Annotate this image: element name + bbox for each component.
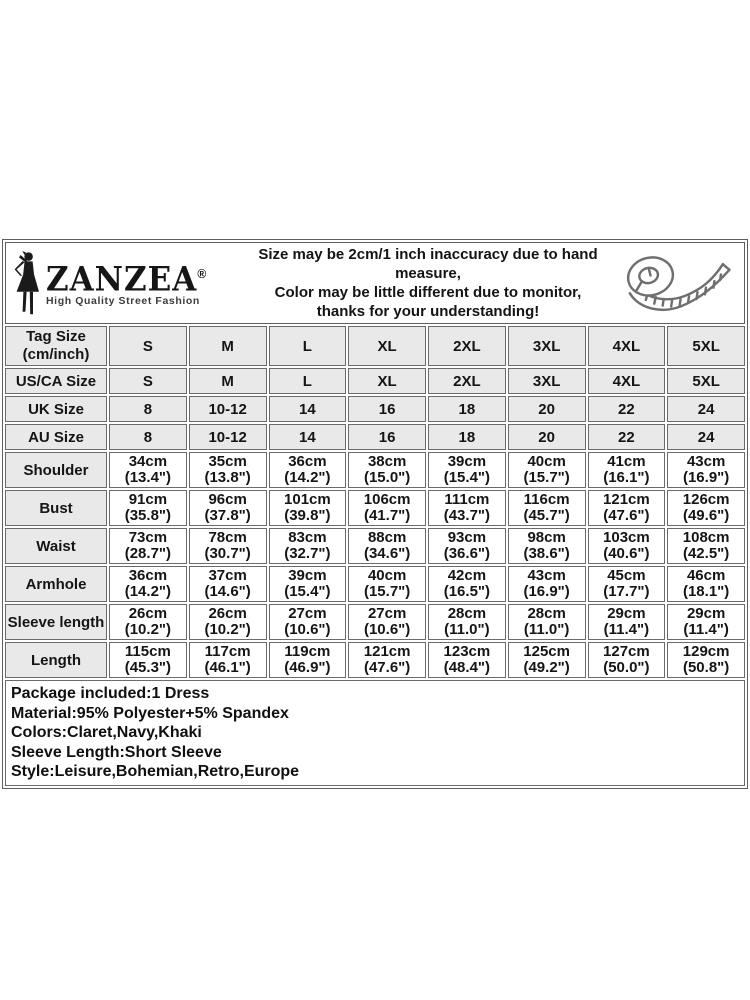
row-length (5, 642, 745, 678)
cell-length-2: 119cm (46.9") (269, 642, 347, 678)
cell-uk-6: 22 (588, 396, 666, 422)
size-notice (248, 245, 608, 321)
cell-uk-0: 8 (109, 396, 187, 422)
row-label-armhole: Armhole (5, 566, 107, 602)
cell-length-4: 123cm (48.4") (428, 642, 506, 678)
cell-armhole-4: 42cm (16.5") (428, 566, 506, 602)
cell-bust-1: 96cm (37.8") (189, 490, 267, 526)
cell-shoulder-3: 38cm (15.0") (348, 452, 426, 488)
cell-tag-5xl: 5XL (667, 326, 745, 366)
cell-usca-1: M (189, 368, 267, 394)
cell-tag-xl: XL (348, 326, 426, 366)
cell-shoulder-4: 39cm (15.4") (428, 452, 506, 488)
cell-armhole-3: 40cm (15.7") (348, 566, 426, 602)
cell-tag-3xl: 3XL (508, 326, 586, 366)
notice-line-1: Size may be 2cm/1 inch inaccuracy due to hand measure, (258, 246, 598, 282)
cell-armhole-1: 37cm (14.6") (189, 566, 267, 602)
cell-shoulder-6: 41cm (16.1") (588, 452, 666, 488)
row-label-shoulder: Shoulder (5, 452, 107, 488)
cell-usca-4: 2XL (428, 368, 506, 394)
row-label-length: Length (5, 642, 107, 678)
cell-usca-7: 5XL (667, 368, 745, 394)
cell-waist-2: 83cm (32.7") (269, 528, 347, 564)
row-bust (5, 490, 745, 526)
cell-length-3: 121cm (47.6") (348, 642, 426, 678)
cell-length-5: 125cm (49.2") (508, 642, 586, 678)
cell-tag-2xl: 2XL (428, 326, 506, 366)
cell-uk-2: 14 (269, 396, 347, 422)
cell-waist-0: 73cm (28.7") (109, 528, 187, 564)
brand-tagline: High Quality Street Fashion (46, 295, 200, 308)
cell-length-7: 129cm (50.8") (667, 642, 745, 678)
cell-tag-m: M (189, 326, 267, 366)
note-sleeve-length: Sleeve Length:Short Sleeve (11, 743, 222, 761)
size-chart-table (2, 239, 748, 789)
product-notes (5, 680, 745, 786)
notice-line-3: thanks for your understanding! (316, 303, 540, 320)
cell-bust-6: 121cm (47.6") (588, 490, 666, 526)
registered-mark: ® (197, 266, 208, 282)
note-style: Style:Leisure,Bohemian,Retro,Europe (11, 763, 300, 780)
row-waist (5, 528, 745, 564)
row-label-uk: UK Size (5, 396, 107, 422)
cell-waist-7: 108cm (42.5") (667, 528, 745, 564)
cell-au-3: 16 (348, 424, 426, 450)
cell-usca-0: S (109, 368, 187, 394)
row-label-waist: Waist (5, 528, 107, 564)
cell-uk-3: 16 (348, 396, 426, 422)
cell-uk-7: 24 (667, 396, 745, 422)
tape-measure-icon (612, 252, 736, 314)
cell-sleeve-0: 26cm (10.2") (109, 604, 187, 640)
cell-waist-6: 103cm (40.6") (588, 528, 666, 564)
cell-bust-3: 106cm (41.7") (348, 490, 426, 526)
cell-shoulder-7: 43cm (16.9") (667, 452, 745, 488)
cell-armhole-0: 36cm (14.2") (109, 566, 187, 602)
notice-line-2: Color may be little different due to monitor, (274, 284, 582, 301)
woman-silhouette-icon (10, 251, 44, 315)
cell-waist-4: 93cm (36.6") (428, 528, 506, 564)
cell-uk-5: 20 (508, 396, 586, 422)
cell-armhole-7: 46cm (18.1") (667, 566, 745, 602)
cell-length-0: 115cm (45.3") (109, 642, 187, 678)
row-usca-size (5, 368, 745, 394)
cell-armhole-2: 39cm (15.4") (269, 566, 347, 602)
cell-length-6: 127cm (50.0") (588, 642, 666, 678)
cell-sleeve-6: 29cm (11.4") (588, 604, 666, 640)
cell-usca-3: XL (348, 368, 426, 394)
cell-waist-1: 78cm (30.7") (189, 528, 267, 564)
row-armhole (5, 566, 745, 602)
cell-shoulder-5: 40cm (15.7") (508, 452, 586, 488)
cell-bust-0: 91cm (35.8") (109, 490, 187, 526)
cell-usca-6: 4XL (588, 368, 666, 394)
cell-length-1: 117cm (46.1") (189, 642, 267, 678)
cell-tag-s: S (109, 326, 187, 366)
row-label-au: AU Size (5, 424, 107, 450)
cell-bust-2: 101cm (39.8") (269, 490, 347, 526)
cell-armhole-5: 43cm (16.9") (508, 566, 586, 602)
note-package: Package included:1 Dress (11, 685, 210, 702)
header-banner (5, 242, 745, 324)
row-sleeve-length (5, 604, 745, 640)
cell-au-6: 22 (588, 424, 666, 450)
row-label-sleeve-length: Sleeve length (5, 604, 107, 640)
cell-tag-l: L (269, 326, 347, 366)
row-product-notes (5, 680, 745, 786)
cell-bust-4: 111cm (43.7") (428, 490, 506, 526)
cell-au-4: 18 (428, 424, 506, 450)
cell-armhole-6: 45cm (17.7") (588, 566, 666, 602)
cell-tag-4xl: 4XL (588, 326, 666, 366)
row-label-tag-size: Tag Size (cm/inch) (5, 326, 107, 366)
cell-usca-5: 3XL (508, 368, 586, 394)
cell-uk-4: 18 (428, 396, 506, 422)
row-label-bust: Bust (5, 490, 107, 526)
note-material: Material:95% Polyester+5% Spandex (11, 704, 289, 722)
cell-bust-5: 116cm (45.7") (508, 490, 586, 526)
cell-sleeve-7: 29cm (11.4") (667, 604, 745, 640)
cell-sleeve-5: 28cm (11.0") (508, 604, 586, 640)
cell-sleeve-1: 26cm (10.2") (189, 604, 267, 640)
row-label-usca: US/CA Size (5, 368, 107, 394)
header-banner-row (5, 242, 745, 324)
cell-sleeve-3: 27cm (10.6") (348, 604, 426, 640)
row-tag-size (5, 326, 745, 366)
cell-au-0: 8 (109, 424, 187, 450)
row-uk-size (5, 396, 745, 422)
cell-usca-2: L (269, 368, 347, 394)
brand-logo (10, 251, 248, 315)
cell-shoulder-2: 36cm (14.2") (269, 452, 347, 488)
cell-au-7: 24 (667, 424, 745, 450)
row-shoulder (5, 452, 745, 488)
cell-au-5: 20 (508, 424, 586, 450)
cell-bust-7: 126cm (49.6") (667, 490, 745, 526)
cell-waist-5: 98cm (38.6") (508, 528, 586, 564)
cell-sleeve-4: 28cm (11.0") (428, 604, 506, 640)
brand-wordmark: ZANZEA® (46, 259, 208, 299)
note-colors: Colors:Claret,Navy,Khaki (11, 724, 202, 741)
cell-au-1: 10-12 (189, 424, 267, 450)
cell-au-2: 14 (269, 424, 347, 450)
cell-shoulder-1: 35cm (13.8") (189, 452, 267, 488)
row-au-size (5, 424, 745, 450)
cell-waist-3: 88cm (34.6") (348, 528, 426, 564)
cell-shoulder-0: 34cm (13.4") (109, 452, 187, 488)
size-chart-content (2, 239, 748, 789)
cell-uk-1: 10-12 (189, 396, 267, 422)
cell-sleeve-2: 27cm (10.6") (269, 604, 347, 640)
